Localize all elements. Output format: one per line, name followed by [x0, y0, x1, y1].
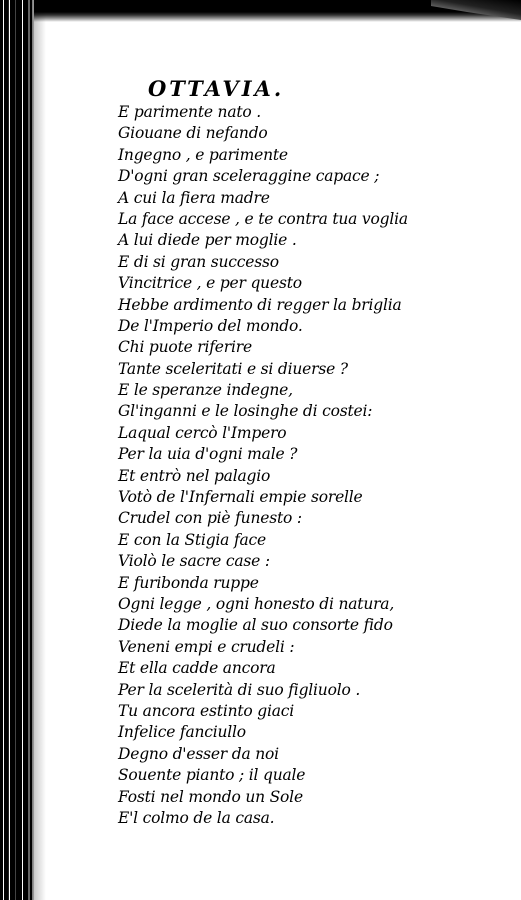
- verse-line: Diede la moglie al suo consorte fido: [118, 616, 393, 635]
- verse-line: Fosti nel mondo un Sole: [118, 787, 303, 806]
- verse-line: Veneni empi e crudeli :: [118, 637, 295, 656]
- running-head: OTTAVIA.: [148, 76, 285, 101]
- verse-line: Chi puote riferire: [118, 338, 252, 357]
- verse-line: A cui la fiera madre: [118, 188, 270, 207]
- verse-line: Degno d'esser da noi: [118, 744, 279, 763]
- verse-line: Souente pianto ; il quale: [118, 766, 306, 785]
- verse-line: A lui diede per moglie .: [118, 231, 297, 250]
- verse-line: Votò de l'Infernali empie sorelle: [118, 488, 363, 507]
- book-binding-gutter: [0, 0, 34, 900]
- verse-line: Gl'inganni e le losinghe di costei:: [118, 402, 373, 421]
- verse-line: Violò le sacre case :: [118, 552, 270, 571]
- verse-line: E di si gran successo: [118, 252, 279, 271]
- verse-line: Tu ancora estinto giaci: [118, 701, 295, 720]
- verse-line: Ingegno , e parimente: [118, 145, 288, 164]
- verse-line: Vincitrice , e per questo: [118, 274, 302, 293]
- verse-lines: [118, 102, 498, 829]
- verse-line: Tante sceleritati e si diuerse ?: [118, 359, 348, 378]
- verse-line: Laqual cercò l'Impero: [118, 423, 287, 442]
- verse-line: Infelice fanciullo: [118, 723, 246, 742]
- verse-line: E furibonda ruppe: [118, 573, 259, 592]
- verse-line: Et entrò nel palagio: [118, 466, 271, 485]
- verse-line: E'l colmo de la casa.: [118, 808, 275, 827]
- verse-line: D'ogni gran sceleraggine capace ;: [118, 167, 380, 186]
- verse-line: La face accese , e te contra tua voglia: [118, 209, 408, 228]
- verse-line: Per la scelerità di suo figliuolo .: [118, 680, 361, 699]
- verse-line: Et ella cadde ancora: [118, 659, 276, 678]
- verse-line: De l'Imperio del mondo.: [118, 316, 303, 335]
- verse-line: Hebbe ardimento di regger la briglia: [118, 295, 402, 314]
- verse-line: E parimente nato .: [118, 103, 261, 121]
- verse-line: Ogni legge , ogni honesto di natura,: [118, 594, 395, 613]
- verse-line: Per la uia d'ogni male ?: [118, 445, 298, 464]
- verse-line: Crudel con piè funesto :: [118, 509, 302, 528]
- gutter-shadow: [32, 0, 46, 900]
- verse-line: E le speranze indegne,: [118, 381, 293, 400]
- verse-line: E con la Stigia face: [118, 530, 266, 549]
- verse-line: Giouane di nefando: [118, 124, 268, 143]
